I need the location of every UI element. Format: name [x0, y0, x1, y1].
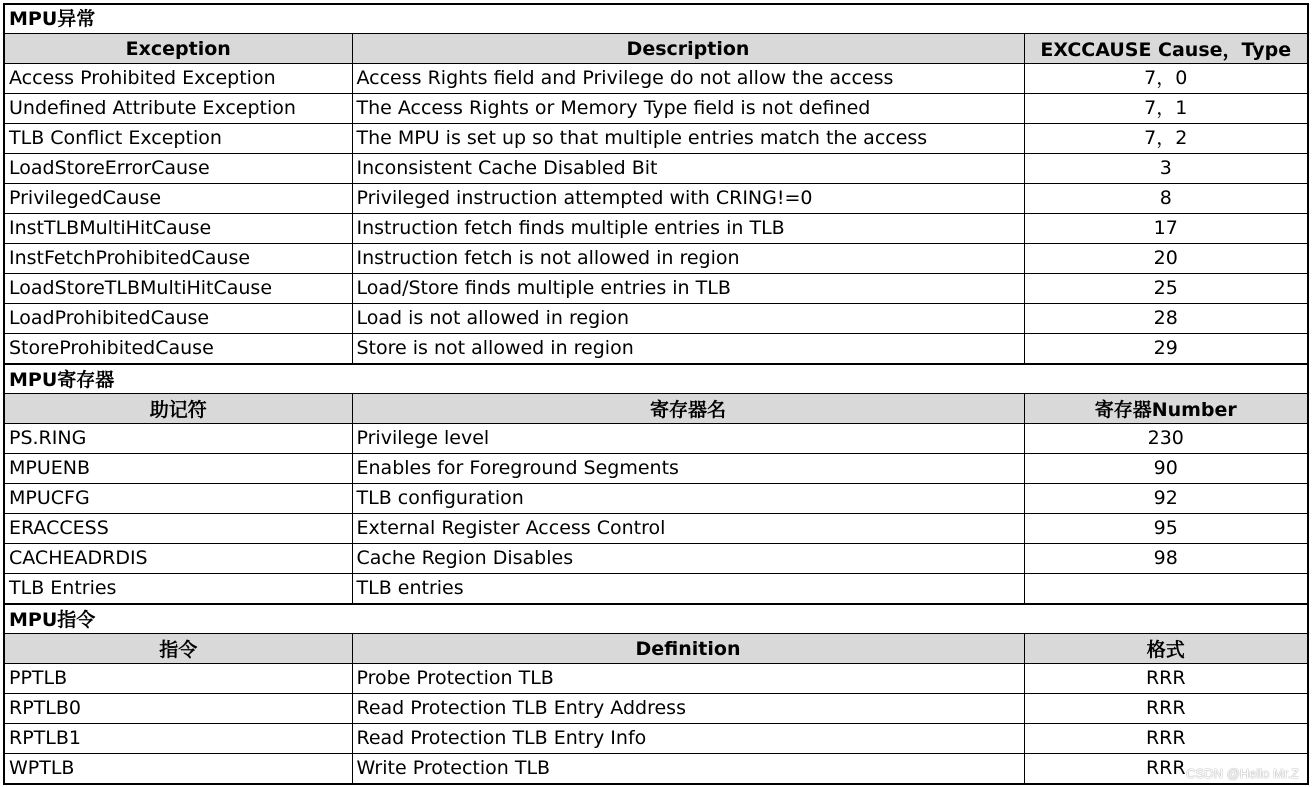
cell-description: The MPU is set up so that multiple entries match the access [352, 124, 1024, 154]
cell-name: PrivilegedCause [5, 184, 352, 214]
cell-value: 3 [1024, 154, 1307, 184]
table-row [5, 544, 1307, 574]
cell-name: RPTLB1 [5, 724, 352, 754]
cell-description: Store is not allowed in region [352, 334, 1024, 364]
table-row [5, 304, 1307, 334]
cell-description: Load is not allowed in region [352, 304, 1024, 334]
cell-value: 230 [1024, 424, 1307, 454]
cell-value: 17 [1024, 214, 1307, 244]
header-cell-exccause: EXCCAUSE Cause，Type [1024, 34, 1307, 64]
table-row [5, 484, 1307, 514]
cell-name: LoadProhibitedCause [5, 304, 352, 334]
table-row [5, 724, 1307, 754]
table-row [5, 214, 1307, 244]
header-cell-description: Description [352, 34, 1024, 64]
cell-description: TLB entries [352, 574, 1024, 604]
header-cell-mnemonic: 助记符 [5, 394, 352, 424]
cell-description: TLB configuration [352, 484, 1024, 514]
cell-description: Privileged instruction attempted with CRING!=0 [352, 184, 1024, 214]
section-title-instructions: MPU指令 [5, 603, 1307, 633]
table-row [5, 694, 1307, 724]
cell-name: RPTLB0 [5, 694, 352, 724]
table-row [5, 334, 1307, 364]
cell-value: 29 [1024, 334, 1307, 364]
cell-value [1024, 574, 1307, 604]
cell-value: 20 [1024, 244, 1307, 274]
spreadsheet [3, 3, 1309, 785]
cell-description: The Access Rights or Memory Type field is not defined [352, 94, 1024, 124]
cell-name: Undefined Attribute Exception [5, 94, 352, 124]
cell-name: InstTLBMultiHitCause [5, 214, 352, 244]
cell-value: 95 [1024, 514, 1307, 544]
cell-name: WPTLB [9, 757, 75, 780]
instructions-table [5, 633, 1307, 783]
cell-description: Inconsistent Cache Disabled Bit [352, 154, 1024, 184]
cell-value: 7，0 [1024, 64, 1307, 94]
cell-description: Load/Store finds multiple entries in TLB [352, 274, 1024, 304]
cell-value: 98 [1024, 544, 1307, 574]
table-row [5, 664, 1307, 694]
cell-name: MPUCFG [5, 484, 352, 514]
table-row [5, 754, 1307, 784]
table-row [5, 514, 1307, 544]
cell-name: StoreProhibitedCause [9, 337, 214, 360]
cell-description: External Register Access Control [352, 514, 1024, 544]
cell-value: 7，1 [1024, 94, 1307, 124]
header-row [5, 394, 1307, 424]
cell-description: Probe Protection TLB [352, 664, 1024, 694]
cell-name: LoadStoreTLBMultiHitCause [5, 274, 352, 304]
header-cell-definition: Definition [352, 634, 1024, 664]
cell-description: Cache Region Disables [352, 544, 1024, 574]
cell-description: Privilege level [352, 424, 1024, 454]
cell-value: RRR [1024, 754, 1307, 784]
cell-name: PS.RING [5, 424, 352, 454]
cell-value: 8 [1024, 184, 1307, 214]
table-row [5, 424, 1307, 454]
cell-name: ERACCESS [5, 514, 352, 544]
cell-value: 90 [1024, 454, 1307, 484]
cell-name: CACHEADRDIS [5, 544, 352, 574]
header-cell-register-number: 寄存器Number [1024, 394, 1307, 424]
cell-description: Read Protection TLB Entry Address [352, 694, 1024, 724]
cell-name: Access Prohibited Exception [5, 64, 352, 94]
cell-value: RRR [1024, 694, 1307, 724]
cell-value: RRR [1024, 724, 1307, 754]
section-title-exceptions: MPU异常 [9, 8, 96, 30]
cell-name: TLB Conflict Exception [5, 124, 352, 154]
cell-description: Instruction fetch finds multiple entries in TLB [352, 214, 1024, 244]
header-cell-format: 格式 [1024, 634, 1307, 664]
watermark: CSDN @Hello Mr.Z [1186, 766, 1299, 781]
cell-value: RRR [1024, 664, 1307, 694]
table-row [5, 94, 1307, 124]
header-cell-exception: Exception [5, 34, 352, 64]
cell-value: 28 [1024, 304, 1307, 334]
table-row [5, 124, 1307, 154]
header-cell-register-name: 寄存器名 [352, 394, 1024, 424]
cell-description: Access Rights field and Privilege do not allow the access [352, 64, 1024, 94]
table-row [5, 154, 1307, 184]
header-cell-instruction: 指令 [5, 634, 352, 664]
cell-name: PPTLB [5, 664, 352, 694]
cell-description: Enables for Foreground Segments [352, 454, 1024, 484]
exceptions-table [5, 33, 1307, 363]
cell-value: 25 [1024, 274, 1307, 304]
registers-table [5, 393, 1307, 603]
table-row [5, 184, 1307, 214]
table-row [5, 454, 1307, 484]
cell-name: TLB Entries [9, 577, 117, 600]
table-row [5, 64, 1307, 94]
cell-name: LoadStoreErrorCause [5, 154, 352, 184]
cell-description: Write Protection TLB [352, 754, 1024, 784]
table-row [5, 244, 1307, 274]
cell-name: MPUENB [5, 454, 352, 484]
table-row [5, 274, 1307, 304]
cell-description: Instruction fetch is not allowed in region [352, 244, 1024, 274]
cell-value: 7，2 [1024, 124, 1307, 154]
header-row [5, 634, 1307, 664]
header-row [5, 34, 1307, 64]
cell-name: InstFetchProhibitedCause [5, 244, 352, 274]
section-title-registers: MPU寄存器 [5, 363, 1307, 393]
table-row [5, 574, 1307, 604]
cell-description: Read Protection TLB Entry Info [352, 724, 1024, 754]
cell-value: 92 [1024, 484, 1307, 514]
